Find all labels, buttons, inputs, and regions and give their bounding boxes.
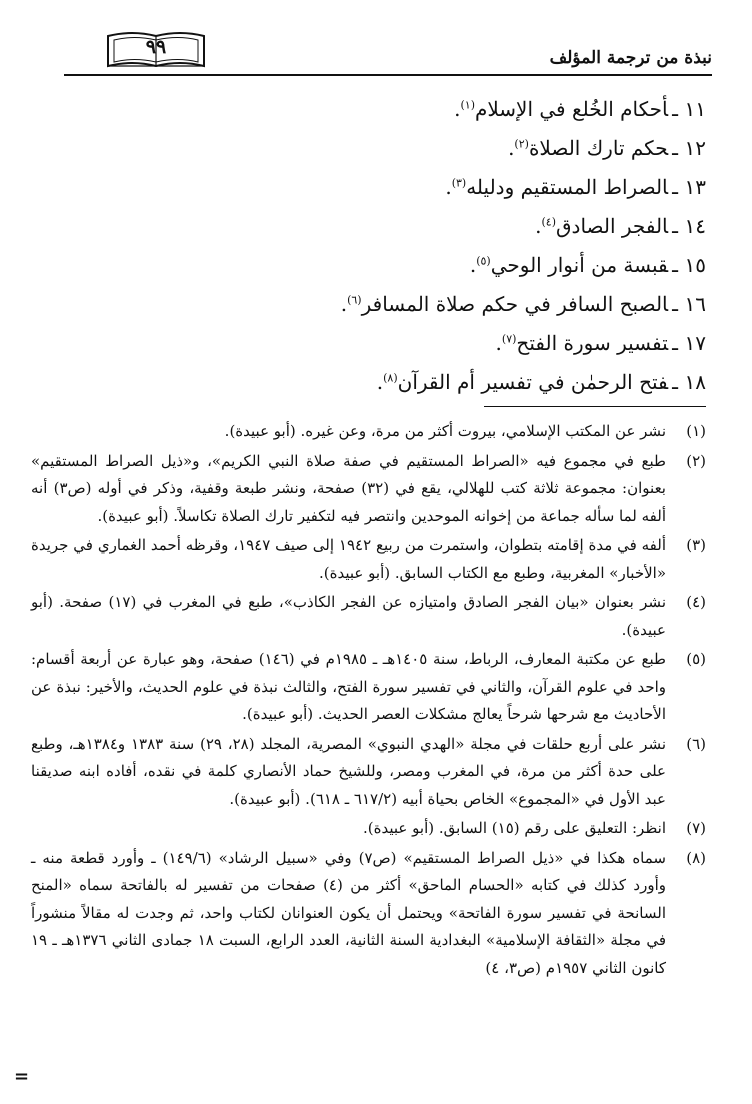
footnote-ref[interactable]: (٨) xyxy=(383,371,398,385)
work-number: ١٣ xyxy=(684,175,706,199)
footnote xyxy=(31,589,706,644)
work-number: ١٧ xyxy=(684,331,706,355)
work-title: تفسير سورة الفتح xyxy=(516,331,669,355)
work-item: ١١ـأحكام الخُلع في الإسلام$^{(١)}$. xyxy=(66,90,706,129)
footnote-number: (٣) xyxy=(686,536,706,554)
footnote-ref[interactable]: (٤) xyxy=(541,215,557,229)
footnote-ref[interactable]: (٥) xyxy=(476,254,491,268)
footnote-number: (٥) xyxy=(686,650,706,668)
footnote-number: (٢) xyxy=(686,451,706,470)
work-item: ١٢ـحكم تارك الصلاة$^{(٢)}$. xyxy=(66,129,706,168)
footnote-separator xyxy=(484,406,706,407)
work-title: الصبح السافر في حكم صلاة المسافر xyxy=(361,292,669,316)
footnote-ref[interactable]: (٧) xyxy=(501,332,517,346)
footnote-text: نشر عن المكتب الإسلامي، بيروت أكثر من مرة، وعن غيره. (أبو عبيدة). xyxy=(224,422,666,440)
page-number: ٩٩ xyxy=(145,36,167,58)
footnote-number: (٨) xyxy=(686,848,706,867)
footnote-number: (٦) xyxy=(686,734,706,753)
footnote-text: نشر على أربع حلقات في مجلة «الهدي النبوي» المصرية، المجلد (٢٨، ٢٩) سنة ١٣٨٣ و١٣٨٤هـ، وطبع على حدة أكثر من مرة، في المغرب ومصر، وللشيخ حماد الأنصاري كلمة في نقده، أفاده ابنه صديقنا عبد الأول في «المجموع» الخاص بحياة أبيه (٦١٧/٢ ـ ٦١٨). (أبو عبيدة). xyxy=(31,734,667,808)
work-item: ١٥ـقبسة من أنوار الوحي$^{(٥)}$. xyxy=(66,246,706,285)
header-rule xyxy=(64,74,712,76)
page-header xyxy=(64,30,712,74)
footnote-text: نشر بعنوان «بيان الفجر الصادق وامتيازه عن الفجر الكاذب»، طبع في المغرب في (١٧) صفحة. (أبو عبيدة). xyxy=(31,593,666,639)
footnote-number: (٧) xyxy=(686,819,706,837)
footnote-ref[interactable]: (٣) xyxy=(451,176,467,190)
continuation-mark: = xyxy=(14,1066,30,1087)
footnote-number: (٤) xyxy=(686,593,706,611)
work-item: ١٣ـالصراط المستقيم ودليله$^{(٣)}$. xyxy=(66,168,706,207)
work-number: ١٥ xyxy=(684,253,706,277)
footnote-text: ألفه في مدة إقامته بتطوان، واستمرت من ربيع ١٩٤٢ إلى صيف ١٩٤٧، وقرظه أحمد الغماري في جريدة «الأخبار» المغربية، وطبع مع الكتاب السابق. (أبو عبيدة). xyxy=(31,536,666,582)
work-item: ١٨ـفتح الرحمٰن في تفسير أم القرآن$^{(٨)}$. xyxy=(66,363,706,402)
work-title: الفجر الصادق xyxy=(556,214,669,238)
footnote-text: انظر: التعليق على رقم (١٥) السابق. (أبو عبيدة). xyxy=(363,819,666,837)
footnote-ref[interactable]: (١) xyxy=(460,98,475,112)
footnote xyxy=(31,731,706,814)
footnote-text: سماه هكذا في «ذيل الصراط المستقيم» (ص٧) وفي «سبيل الرشاد» (١٤٩/٦) ـ وأورد قطعة منه ـ وأورد كذلك في كتابه «الحسام الماحق» أكثر من (٤) صفحات من تفسير له بالفاتحة سماه «المنح السانحة في تفسير سورة الفاتحة» ويحتمل أن يكون العنوانان لكتاب واحد، ثم وجدت له مقالاً منشوراً في مجلة «الثقافة الإسلامية» البغدادية السنة الثانية، العدد الرابع، السبت ١٨ جمادى الثاني ١٣٧٦هـ ـ ١٩ كانون الثاني ١٩٥٧م (ص٣، ٤) xyxy=(31,848,666,977)
work-number: ١١ xyxy=(684,97,706,121)
work-title: فتح الرحمٰن في تفسير أم القرآن xyxy=(397,370,669,394)
footnote xyxy=(31,845,706,983)
work-item: ١٦ـالصبح السافر في حكم صلاة المسافر$^{(٦)}$. xyxy=(66,285,706,324)
running-title: نبذة من ترجمة المؤلف xyxy=(549,48,712,68)
footnote xyxy=(31,448,706,531)
page-number-badge xyxy=(104,30,208,70)
work-item: ١٤ـالفجر الصادق$^{(٤)}$. xyxy=(66,207,706,246)
footnote xyxy=(31,418,706,446)
footnote-text: طبع عن مكتبة المعارف، الرباط، سنة ١٤٠٥هـ ـ ١٩٨٥م في (١٤٦) صفحة، وهو عبارة عن أربعة أقسام: واحد في علوم القرآن، والثاني في تفسير سورة الفتح، والثالث نبذة في علوم الحديث، والأخير: نبذة عن الأحاديث مع شرحها شرحاً يعالج مشكلات العصر الحديث. (أبو عبيدة). xyxy=(31,650,666,723)
footnote xyxy=(31,815,706,843)
footnote-ref[interactable]: (٦) xyxy=(347,293,362,307)
footnotes-list xyxy=(31,418,706,984)
work-item: ١٧ـتفسير سورة الفتح$^{(٧)}$. xyxy=(66,324,706,363)
work-title: حكم تارك الصلاة xyxy=(528,136,669,160)
footnote-ref[interactable]: (٢) xyxy=(514,137,529,151)
work-title: قبسة من أنوار الوحي xyxy=(490,253,669,277)
work-number: ١٦ xyxy=(684,292,706,316)
work-title: أحكام الخُلع في الإسلام xyxy=(474,97,669,121)
work-number: ١٤ xyxy=(684,214,706,238)
footnote xyxy=(31,646,706,729)
works-list xyxy=(66,90,706,402)
footnote-number: (١) xyxy=(686,422,706,440)
work-title: الصراط المستقيم ودليله xyxy=(466,175,669,199)
footnote-text: طبع في مجموع فيه «الصراط المستقيم في صفة صلاة النبي الكريم»، و«ذيل الصراط المستقيم» بعنوان: مجموعة ثلاثة كتب للهلالي، يقع في (٣٢) صفحة، ونشر طبعة وقفية، وذكر في أوله (ص٣) أنه ألفه لما سأله جماعة من إخوانه الموحدين وانتصر فيه لتكفير تارك الصلاة تكاسلاً. (أبو عبيدة). xyxy=(31,451,666,525)
work-number: ١٢ xyxy=(684,136,706,160)
work-number: ١٨ xyxy=(684,370,706,394)
footnote xyxy=(31,532,706,587)
